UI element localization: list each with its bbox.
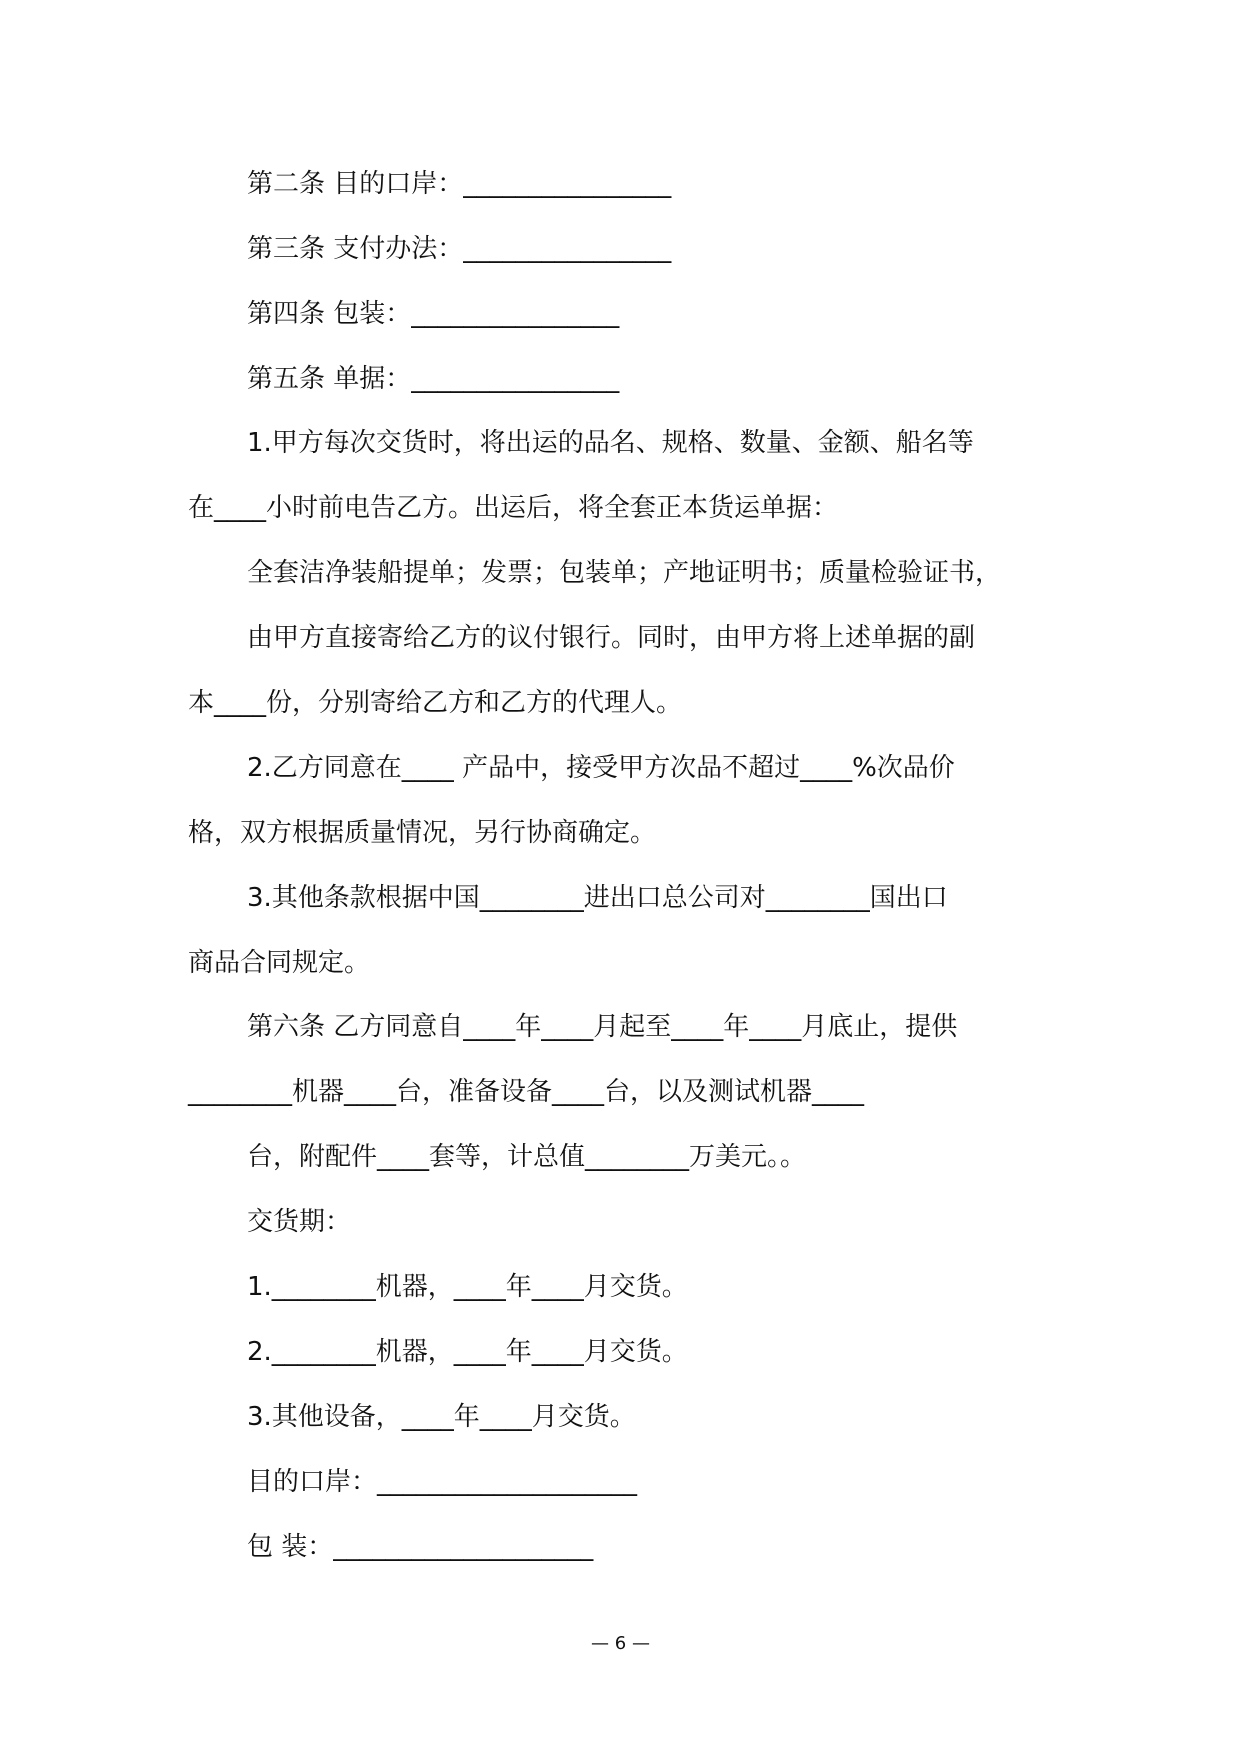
article-6-line-1: 第六条 乙方同意自____年____月起至____年____月底止，提供 <box>247 1012 958 1042</box>
clause-1-line-3: 全套洁净装船提单；发票；包装单；产地证明书；质量检验证书， <box>247 558 1002 588</box>
clause-1-line-1: 1.甲方每次交货时，将出运的品名、规格、数量、金额、船名等 <box>247 428 974 458</box>
delivery-item-3: 3.其他设备，____年____月交货。 <box>247 1402 636 1432</box>
clause-1-line-2: 在____小时前电告乙方。出运后，将全套正本货运单据： <box>188 493 839 523</box>
clause-2-line-2: 格，双方根据质量情况，另行协商确定。 <box>188 818 657 848</box>
article-2-destination-port: 第二条 目的口岸：________________ <box>247 169 672 199</box>
clause-1-line-4: 由甲方直接寄给乙方的议付银行。同时，由甲方将上述单据的副 <box>247 623 976 653</box>
packing-field: 包 装：____________________ <box>247 1532 594 1562</box>
clause-3-line-1: 3.其他条款根据中国________进出口总公司对________国出口 <box>247 883 948 913</box>
article-6-line-3: 台，附配件____套等，计总值________万美元。。 <box>247 1142 807 1172</box>
delivery-period-heading: 交货期： <box>247 1207 352 1237</box>
article-6-line-2: ________机器____台，准备设备____台，以及测试机器____ <box>188 1077 865 1107</box>
delivery-item-1: 1.________机器，____年____月交货。 <box>247 1272 688 1302</box>
clause-3-line-2: 商品合同规定。 <box>188 948 371 978</box>
delivery-item-2: 2.________机器，____年____月交货。 <box>247 1337 688 1367</box>
article-5-documents: 第五条 单据：________________ <box>247 364 620 394</box>
article-4-packing: 第四条 包装：________________ <box>247 299 620 329</box>
destination-port-field: 目的口岸：____________________ <box>247 1467 638 1497</box>
clause-2-line-1: 2.乙方同意在____ 产品中，接受甲方次品不超过____%次品价 <box>247 753 955 783</box>
page-number: — 6 — <box>591 1633 650 1654</box>
clause-1-line-5: 本____份，分别寄给乙方和乙方的代理人。 <box>188 688 683 718</box>
article-3-payment-method: 第三条 支付办法：________________ <box>247 234 672 264</box>
